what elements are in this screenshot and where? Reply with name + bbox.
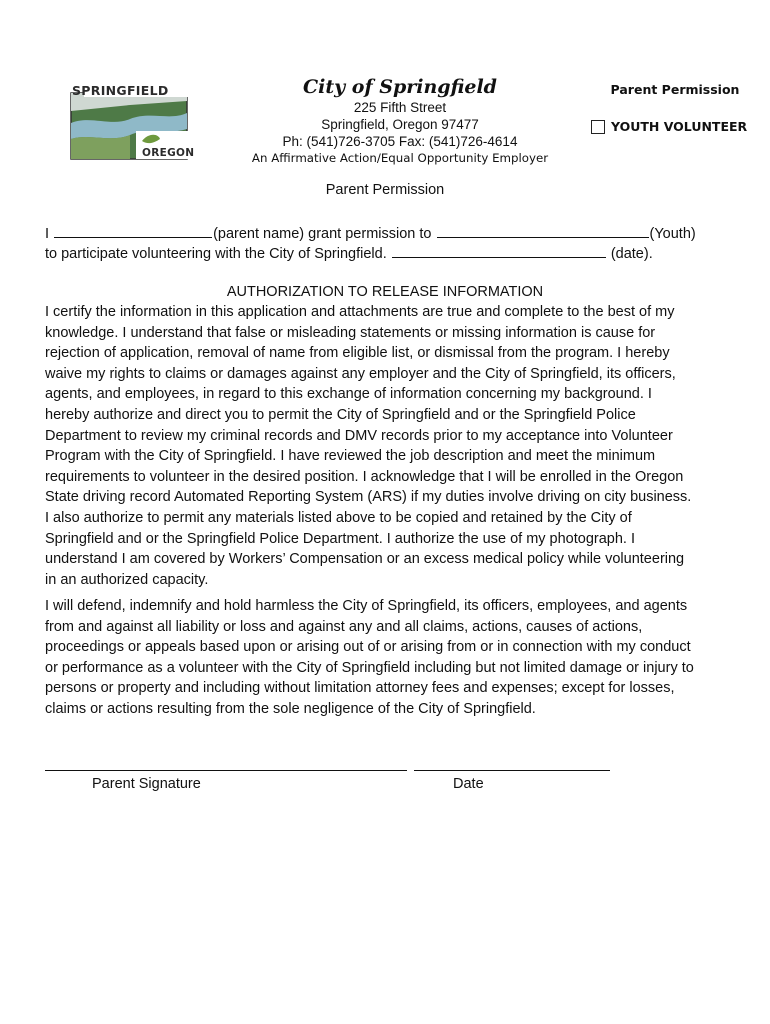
- employer-line: An Affirmative Action/Equal Opportunity Employer: [251, 151, 549, 165]
- phone-fax: Ph: (541)726-3705 Fax: (541)726-4614: [282, 134, 518, 149]
- form-title: Parent Permission: [325, 182, 445, 198]
- line2-suffix: (date).: [610, 246, 653, 262]
- right-header-title: Parent Permission: [610, 82, 740, 97]
- parent-name-field[interactable]: [54, 223, 212, 238]
- line1-mid: (parent name) grant permission to: [213, 226, 432, 242]
- permission-line-2: [45, 243, 735, 262]
- parent-signature-line[interactable]: [45, 770, 407, 771]
- city-title: City of Springfield: [303, 76, 497, 98]
- address-line-1: 225 Fifth Street: [353, 100, 447, 115]
- parent-signature-label: Parent Signature: [92, 776, 201, 792]
- address-line-2: Springfield, Oregon 97477: [321, 117, 479, 132]
- authorization-heading: AUTHORIZATION TO RELEASE INFORMATION: [226, 284, 544, 300]
- youth-name-field[interactable]: [437, 223, 649, 238]
- permission-line-1: [45, 223, 735, 242]
- youth-volunteer-checkbox[interactable]: [591, 120, 605, 134]
- date-field[interactable]: [392, 243, 606, 258]
- line2-prefix: to participate volunteering with the City of Springfield.: [45, 246, 387, 262]
- youth-volunteer-option[interactable]: [591, 119, 747, 134]
- indemnity-paragraph: I will defend, indemnify and hold harmless the City of Springfield, its officers, employees, and agents from and against all liability or loss and against any and all claims, actions, causes of actions, proceedings or appeals based upon or arising out of or arising from or in connection with my conduct or performance as a volunteer with the City of Springfield including but not limited damage or injury to persons or property and including without limitation attorney fees and expenses; except for losses, claims or actions resulting from the sole negligence of the City of Springfield.: [45, 598, 694, 717]
- line1-prefix: I: [45, 226, 50, 242]
- logo-bottom-word: OREGON: [142, 147, 195, 159]
- date-label: Date: [453, 776, 484, 792]
- line1-suffix: (Youth): [649, 226, 696, 242]
- logo-top-word: SPRINGFIELD: [72, 83, 169, 98]
- youth-volunteer-label: YOUTH VOLUNTEER: [611, 119, 748, 134]
- date-signature-line[interactable]: [414, 770, 610, 771]
- authorization-paragraph-1: I certify the information in this application and attachments are true and complete to the best of my knowledge. I understand that false or misleading statements or missing information is cause for rejection of application, removal of name from eligible list, or dismissal from the program. I hereby waive my rights to claims or damages against any employer and the City of Springfield, its officers, agents, and employees, in regard to this exchange of information concerning my background. I hereby authorize and direct you to permit the City of Springfield and or the Springfield Police Department to review my criminal records and DMV records prior to my acceptance into Volunteer Program with the City of Springfield. I have reviewed the job description and meet the minimum requirements to volunteer in the desired position. I acknowledge that I will be enrolled in the Oregon State driving record Automated Reporting System (ARS) if my duties involve driving on city business. I also authorize to permit any materials listed above to be copied and retained by the City of Springfield and or the Springfield Police Department. I authorize the use of my photograph. I understand I am covered by Workers’ Compensation or an excess medical policy while volunteering in an authorized capacity.: [45, 304, 692, 588]
- springfield-oregon-logo: [70, 83, 195, 161]
